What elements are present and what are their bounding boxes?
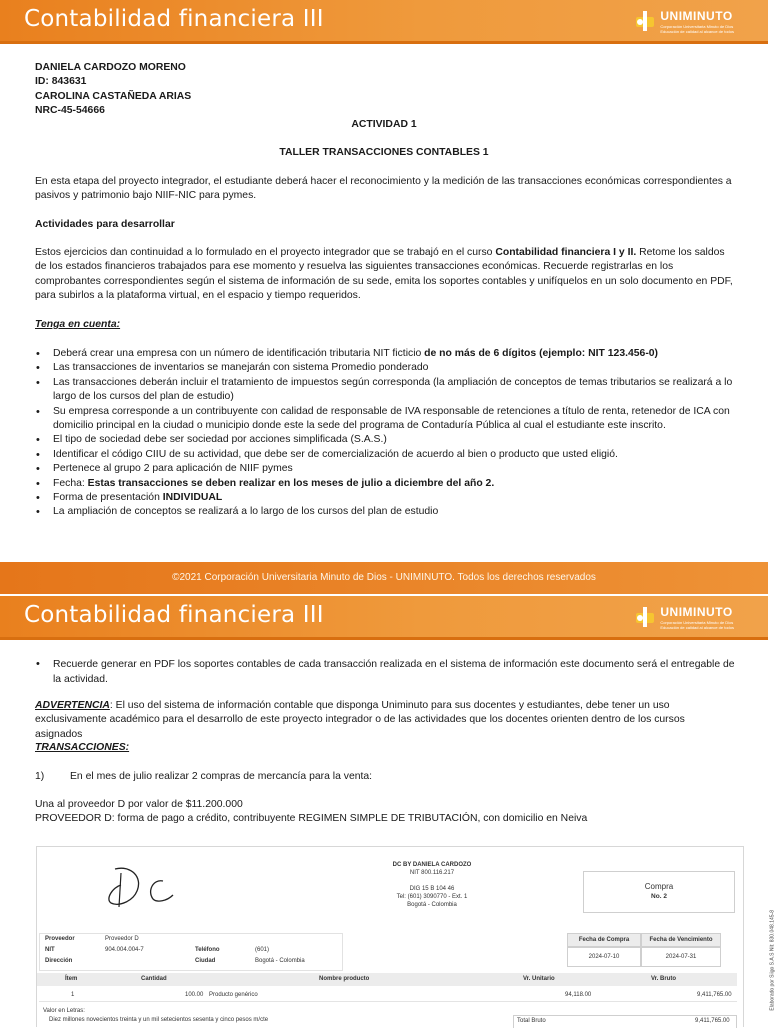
due-date-header: Fecha de Vencimiento [641, 933, 721, 947]
document-type-box [583, 871, 735, 913]
software-credit: Elaborado por Siigo S.A.S Nit: 830.048.145-8 [770, 910, 776, 1011]
uniminuto-logo-icon [634, 605, 656, 629]
column-header: Vr. Unitario [523, 976, 555, 982]
company-logo-signature [101, 863, 185, 911]
header-banner [0, 0, 768, 44]
list-item: • El tipo de sociedad debe ser sociedad por acciones simplificada (S.A.S.) [35, 433, 735, 447]
phone-value: (601) [255, 947, 270, 953]
warning-paragraph [35, 699, 735, 742]
row-product: Producto genérico [209, 992, 258, 998]
student-info [35, 61, 191, 119]
activities-heading: Actividades para desarrollar [35, 219, 175, 230]
logo-subtitle: Corporación Universitaria Minuto de Dios [660, 620, 734, 625]
table-divider [39, 1001, 737, 1002]
activities-paragraph [35, 246, 735, 304]
purchase-date: 2024-07-10 [567, 947, 641, 967]
warning-text: : El uso del sistema de información contable que disponga Uniminuto para sus docentes y estudiantes, debe tener un uso exclusivamente académico para el desarrollo de este proyecto integrador o de las actividades que los docentes orienten dentro de los cursos asignados [35, 700, 685, 740]
workshop-title: TALLER TRANSACCIONES CONTABLES 1 [279, 147, 489, 158]
requirements-list [35, 347, 735, 520]
company-nit: NIT 800.116.217 [409, 870, 455, 876]
row-unit-value: 94,118.00 [565, 992, 592, 998]
reminder-list [35, 657, 735, 687]
student-id: ID: 843631 [35, 76, 87, 88]
provider-label: Proveedor [45, 936, 75, 942]
header-banner-page-2 [0, 596, 768, 640]
list-item: • La ampliación de conceptos se realizará a lo largo de los cursos del plan de estudio [35, 505, 735, 519]
list-item: • Pertenece al grupo 2 para aplicación de NIIF pymes [35, 462, 735, 476]
intro-paragraph: En esta etapa del proyecto integrador, el estudiante deberá hacer el reconocimiento y la medición de las transacciones económicas correspondientes a pasivos y patrimonio bajo NIIF-NIC para pymes. [35, 176, 732, 202]
uniminuto-logo-icon [634, 9, 656, 33]
list-item: • Recuerde generar en PDF los soportes contables de cada transacción realizada en el sistema de información este documento será el entregable de la actividad. [35, 657, 735, 687]
copyright-text: ©2021 Corporación Universitaria Minuto de Dios - UNIMINUTO. Todos los derechos reservados [172, 572, 596, 583]
item-number: 1) [35, 771, 45, 782]
column-header: Cantidad [141, 976, 167, 982]
amount-in-words-label: Valor en Letras: [43, 1008, 85, 1014]
total-gross-label: Total Bruto [517, 1018, 546, 1024]
document-type: Compra [644, 882, 674, 891]
phone-label: Teléfono [195, 947, 220, 953]
company-city: Bogotá - Colombia [407, 902, 457, 908]
row-gross-value: 9,411,765.00 [697, 992, 732, 998]
purchase-line-2: PROVEEDOR D: forma de pago a crédito, contribuyente REGIMEN SIMPLE DE TRIBUTACIÓN, con domicilio en Neiva [35, 813, 588, 824]
provider-box [39, 933, 343, 971]
document-number: No. 2 [651, 893, 667, 900]
due-date: 2024-07-31 [641, 947, 721, 967]
address-label: Dirección [45, 958, 73, 964]
uniminuto-logo [634, 8, 734, 34]
list-item: • Su empresa corresponde a un contribuyente con calidad de responsable de IVA responsable de retenciones a título de renta, retenedor de ICA con domicilio principal en la ciudad o municipio donde este la sede del programa de Contaduría Pública al cual el estudiante este inscrito. [35, 405, 735, 434]
uniminuto-logo [634, 604, 734, 630]
column-header: Nombre producto [319, 976, 370, 982]
company-name: DC BY DANIELA CARDOZO [392, 862, 472, 868]
transactions-heading: TRANSACCIONES: [35, 742, 130, 753]
city-label: Ciudad [195, 958, 216, 964]
company-address: DIG 15 B 104 46 [409, 886, 455, 892]
student-name-2: CAROLINA CASTAÑEDA ARIAS [35, 90, 192, 102]
logo-tagline: Educación de calidad al alcance de todos [660, 625, 734, 630]
row-quantity: 100.00 [185, 992, 204, 998]
activities-text-1: Estos ejercicios dan continuidad a lo formulado en el proyecto integrador que se trabajó en el curso [35, 247, 496, 258]
footer-band [0, 562, 768, 594]
purchase-line-1: Una al proveedor D por valor de $11.200.000 [35, 799, 243, 810]
company-block [347, 861, 517, 909]
nit-label: NIT [45, 947, 55, 953]
column-header: Vr. Bruto [651, 976, 677, 982]
logo-name: UNIMINUTO [660, 9, 733, 23]
course-nrc: NRC-45-54666 [35, 105, 105, 117]
list-item: • Las transacciones deberán incluir el tratamiento de impuestos según corresponda (la ampliación de conceptos de temas tributarios se realizará a lo largo de los cursos del plan de estudio) [35, 376, 735, 405]
list-item: • Fecha: Estas transacciones se deben realizar en los meses de julio a diciembre del año 2. [35, 477, 735, 491]
logo-name: UNIMINUTO [660, 605, 733, 619]
purchase-date-header: Fecha de Compra [567, 933, 641, 947]
row-item: 1 [71, 992, 75, 998]
column-header: Ítem [65, 976, 78, 982]
logo-tagline: Educación de calidad al alcance de todos [660, 29, 734, 34]
activity-title: ACTIVIDAD 1 [351, 119, 417, 130]
list-item: • Las transacciones de inventarios se manejarán con sistema Promedio ponderado [35, 361, 735, 375]
warning-label: ADVERTENCIA [35, 700, 110, 711]
activities-text-bold: Contabilidad financiera I y II. [495, 247, 637, 258]
note-heading: Tenga en cuenta: [35, 319, 121, 330]
purchase-invoice [36, 846, 744, 1027]
total-gross-value: 9,411,765.00 [695, 1018, 730, 1024]
nit-value: 904.004.004-7 [105, 947, 144, 953]
list-item: • Forma de presentación INDIVIDUAL [35, 491, 735, 505]
list-item: • Identificar el código CIIU de su actividad, que debe ser de comercialización de acuerdo al bien o producto que usted eligió. [35, 448, 735, 462]
student-name-1: DANIELA CARDOZO MORENO [35, 62, 186, 73]
course-title: Contabilidad financiera III [24, 6, 324, 32]
activities-text-2: Retome los saldos de los estados financieros trabajados para ese momento y resuelva las siguientes transacciones económicas. Recuerde registrarlas en los comprobantes correspondientes según el sistema de información de su sede, emita los soportes contables y unifíquelos en un solo documento en PDF, para subirlos a la plataforma virtual, en el espacio y tiempo requeridos. [35, 247, 733, 302]
logo-subtitle: Corporación Universitaria Minuto de Dios [660, 24, 734, 29]
list-item: • Deberá crear una empresa con un número de identificación tributaria NIT ficticio de no más de 6 dígitos (ejemplo: NIT 123.456-0) [35, 347, 735, 361]
provider-value: Proveedor D [105, 936, 139, 942]
city-value: Bogotá - Colombia [255, 958, 305, 964]
item-text: En el mes de julio realizar 2 compras de mercancía para la venta: [70, 771, 373, 782]
course-title: Contabilidad financiera III [24, 602, 324, 628]
amount-in-words: Diez millones novecientos treinta y un mil setecientos sesenta y cinco pesos m/cte [49, 1017, 269, 1023]
company-phone: Tel: (601) 3090770 - Ext. 1 [396, 894, 468, 900]
